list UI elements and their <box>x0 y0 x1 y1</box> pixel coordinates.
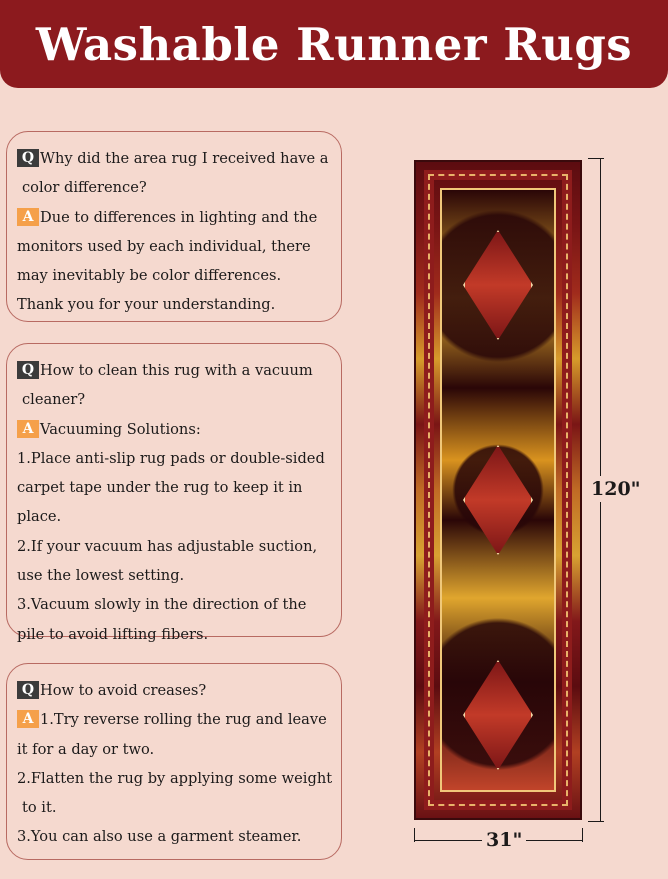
answer-line: place. <box>17 508 62 526</box>
question-text: Why did the area rug I received have a <box>40 150 329 167</box>
answer-line: may inevitably be color differences. <box>17 267 282 285</box>
question-text: How to avoid creases? <box>40 682 207 699</box>
answer-tag: A <box>17 710 39 728</box>
faq-card-vacuum-cleaning <box>6 343 342 643</box>
width-dimension-cap <box>414 828 415 842</box>
length-dimension-cap <box>588 821 604 822</box>
question-line: color difference? <box>22 179 147 197</box>
answer-line: 2.If your vacuum has adjustable suction, <box>17 537 318 555</box>
faq-card-creases <box>6 663 342 860</box>
faq-card-color-difference <box>6 131 342 322</box>
answer-line <box>17 705 337 734</box>
answer-line: 3.Vacuum slowly in the direction of the <box>17 596 307 614</box>
question-line <box>17 356 337 385</box>
width-dimension-cap <box>582 828 583 842</box>
answer-text: Vacuuming Solutions: <box>40 420 201 438</box>
question-text: How to clean this rug with a vacuum <box>40 362 313 379</box>
title-banner <box>0 0 668 88</box>
question-tag: Q <box>17 681 39 699</box>
answer-line: carpet tape under the rug to keep it in <box>17 479 303 497</box>
question-line <box>17 144 337 173</box>
answer-line: 2.Flatten the rug by applying some weight <box>17 769 333 787</box>
answer-line: to it. <box>22 799 57 817</box>
rug-medallion <box>463 660 533 770</box>
answer-line: Thank you for your understanding. <box>17 296 276 314</box>
answer-line: it for a day or two. <box>17 740 155 758</box>
question-tag: Q <box>17 361 39 379</box>
question-line: cleaner? <box>22 391 86 409</box>
question-tag: Q <box>17 149 39 167</box>
answer-text: 1.Try reverse rolling the rug and leave <box>40 711 327 729</box>
page-title: Washable Runner Rugs <box>35 17 633 71</box>
answer-line: pile to avoid lifting fibers. <box>17 625 209 643</box>
answer-line: use the lowest setting. <box>17 567 185 585</box>
width-label: 31" <box>482 829 526 851</box>
runner-rug-image <box>414 160 582 820</box>
length-dimension-cap <box>588 158 604 159</box>
rug-medallion <box>463 445 533 555</box>
answer-line: monitors used by each individual, there <box>17 237 311 255</box>
answer-tag: A <box>17 420 39 438</box>
rug-medallion-field <box>440 188 556 792</box>
length-label: 120" <box>591 478 641 500</box>
answer-text: Due to differences in lighting and the <box>40 208 318 226</box>
question-line <box>17 676 337 705</box>
answer-line <box>17 415 337 444</box>
answer-line: 1.Place anti-slip rug pads or double-sided <box>17 449 325 467</box>
answer-line <box>17 203 337 232</box>
rug-medallion <box>463 230 533 340</box>
answer-tag: A <box>17 208 39 226</box>
answer-line: 3.You can also use a garment steamer. <box>17 828 302 846</box>
